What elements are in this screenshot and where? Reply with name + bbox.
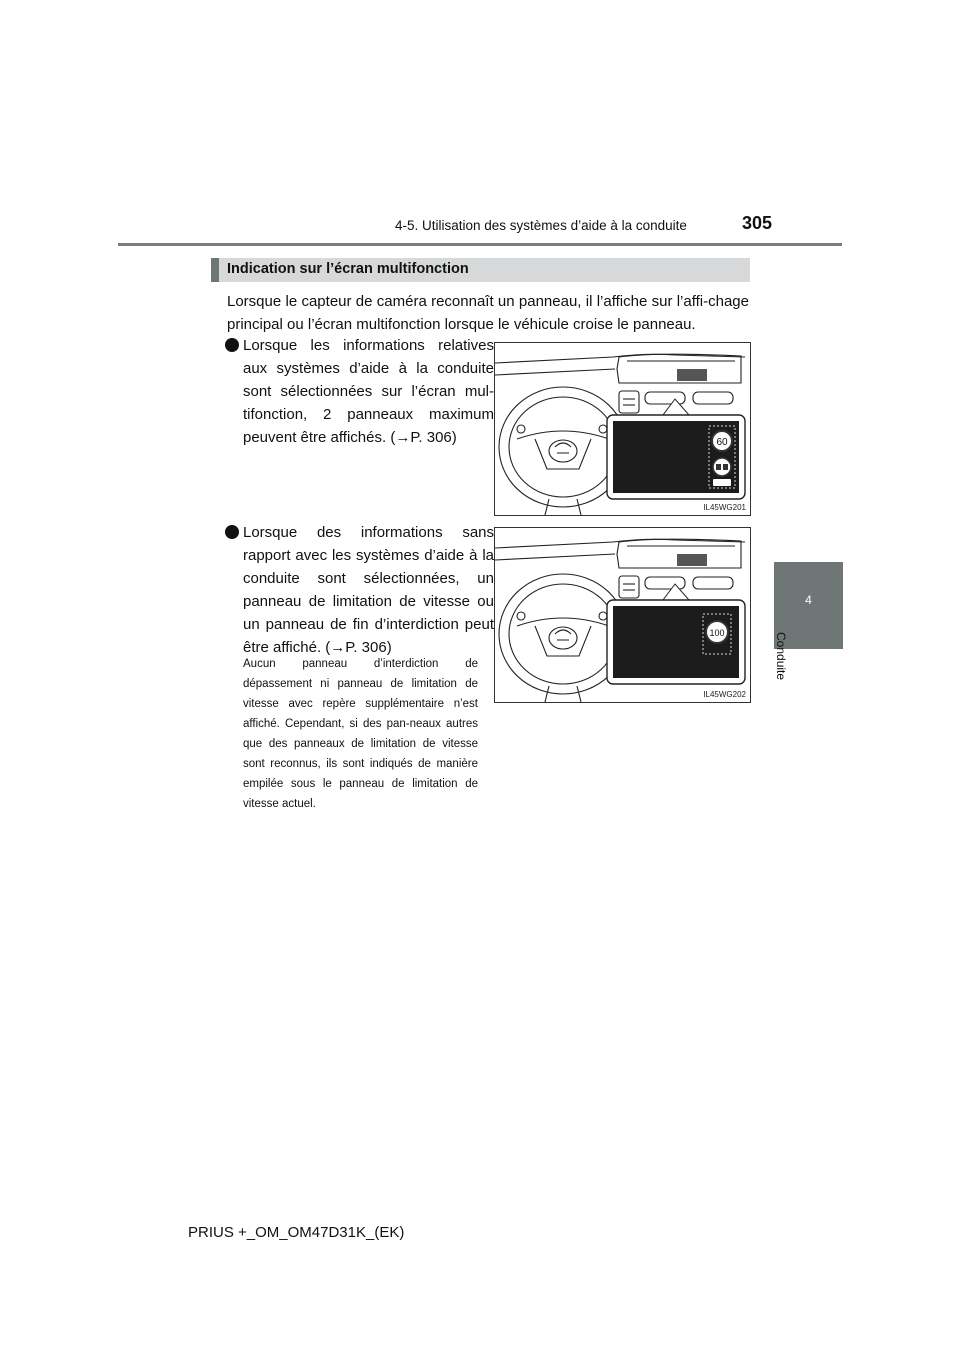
figure-code: IL45WG202 [703,690,746,699]
section-heading-accent [211,258,219,282]
dashboard-illustration-2 [494,527,751,703]
speed-limit-sign-icon: 60 [716,437,728,448]
section-heading-title: Indication sur l’écran multifonction [227,261,469,277]
header-divider [118,243,842,246]
bullet-dot-icon [225,338,239,352]
dashboard-drawing-icon [495,528,750,702]
bullet-text: Lorsque les informations relatives aux systèmes d’aide à la conduite sont sélectionnées sur l’écran mul-tifonction, 2 panneaux maximum peuvent être affichés. (→P. 306) [243,337,494,446]
bullet-note: Aucun panneau d’interdiction de dépassement ni panneau de limitation de vitesse avec repère supplémentaire n’est affiché. Cependant, si des pan-neaux autres que des panneaux de limitation de vitesse sont reconnus, ils sont indiqués de manière empilée sous le panneau de limitation de vitesse actuel. [243,658,478,810]
bullet-item [243,334,494,449]
footer-model-code: PRIUS +_OM_OM47D31K_(EK) [188,1224,405,1241]
dashboard-drawing-icon [495,343,750,515]
intro-paragraph: Lorsque le capteur de caméra reconnaît un panneau, il l’affiche sur l’affi-chage principal ou l’écran multifonction lorsque le véhicule croise le panneau. [227,293,749,333]
figure-code: IL45WG201 [703,503,746,512]
page-number: 305 [742,213,773,233]
speed-limit-sign-icon: 100 [709,628,725,638]
dashboard-illustration-1 [494,342,751,516]
bullet-item [243,521,494,659]
chapter-tab-number: 4 [805,593,812,607]
no-overtaking-sign-icon [713,458,731,476]
running-header-section: 4-5. Utilisation des systèmes d’aide à la conduite [395,218,687,233]
bullet-dot-icon [225,525,239,539]
chapter-tab-label: Conduite [774,632,788,681]
section-heading [211,258,750,282]
bullet-text: Lorsque des informations sans rapport avec les systèmes d’aide à la conduite sont sélectionnées, un panneau de limitation de vitesse ou un panneau de fin d’interdiction peut être affiché. (→P. 306) [243,524,494,656]
